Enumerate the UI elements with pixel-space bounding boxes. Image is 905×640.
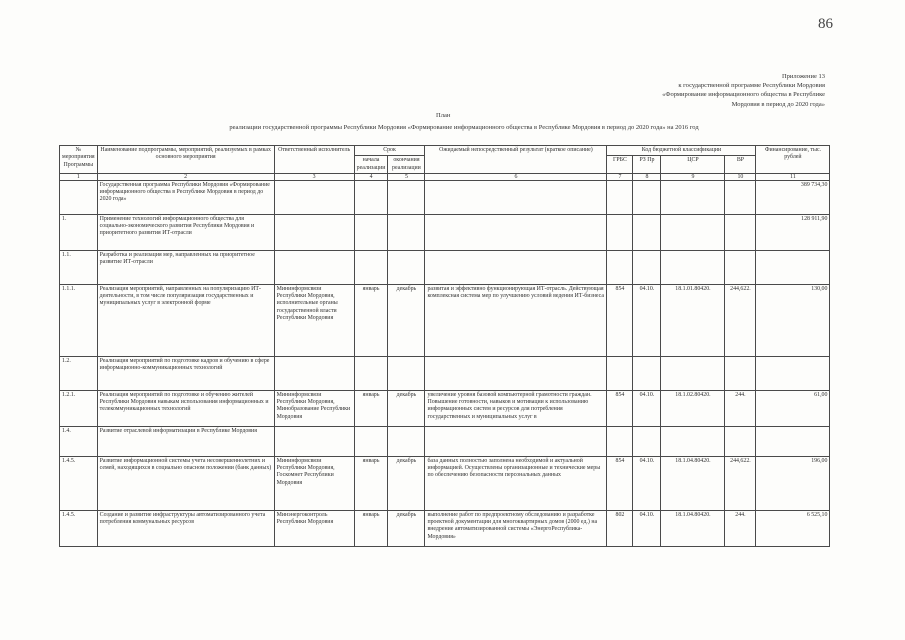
cell-grbs	[607, 180, 633, 214]
plan-title: реализации государственной программы Республики Мордовия «Формирование информационного общества в Республике Мордовия в период до 2020 года» на 2016 год	[229, 124, 699, 131]
cell-rz	[633, 356, 661, 390]
cell-executor: Мининформсвязи Республики Мордовия, Госкомнет Республики Мордовия	[274, 456, 354, 510]
cell-vr: 244,622.	[725, 456, 756, 510]
header-csr: ЦСР	[661, 156, 725, 174]
cell-executor	[274, 356, 354, 390]
plan-heading: План	[436, 112, 451, 119]
cell-vr	[725, 180, 756, 214]
cell-result	[425, 250, 607, 284]
cell-financing: 389 734,30	[756, 180, 830, 214]
table-row	[60, 510, 830, 546]
cell-start: январь	[354, 456, 388, 510]
header-rz: РЗ Пр	[633, 156, 661, 174]
cell-name: Создание и развитие инфраструктуры автоматизированного учета потребления коммунальных ресурсов	[97, 510, 274, 546]
cell-vr: 244,622.	[725, 284, 756, 356]
cell-csr	[661, 180, 725, 214]
cell-num: 1.2.	[60, 356, 98, 390]
cell-num: 1.4.	[60, 426, 98, 456]
cell-start: январь	[354, 284, 388, 356]
table-row	[60, 356, 830, 390]
column-number: 11	[756, 173, 830, 180]
cell-name: Реализация мероприятий по подготовке и обучению жителей Республики Мордовия навыкам использования информационных и телекоммуникационных технологий	[97, 390, 274, 426]
table-row	[60, 284, 830, 356]
column-number: 3	[274, 173, 354, 180]
cell-financing	[756, 250, 830, 284]
header-result: Ожидаемый непосредственный результат (краткое описание)	[425, 146, 607, 174]
column-number: 2	[97, 173, 274, 180]
cell-rz	[633, 250, 661, 284]
cell-csr: 18.1.04.80420.	[661, 456, 725, 510]
cell-result	[425, 180, 607, 214]
column-number: 7	[607, 173, 633, 180]
cell-result: увеличение уровня базовой компьютерной грамотности граждан. Повышение готовности, навыков и мотивации к использованию информационных систем и ресурсов для потребления государственных и муниципальных услуг в	[425, 390, 607, 426]
cell-grbs	[607, 426, 633, 456]
cell-rz	[633, 426, 661, 456]
cell-csr: 18.1.02.80420.	[661, 390, 725, 426]
cell-num: 1.1.1.	[60, 284, 98, 356]
cell-rz	[633, 214, 661, 250]
cell-num: 1.	[60, 214, 98, 250]
plan-table	[59, 145, 830, 547]
cell-vr	[725, 356, 756, 390]
cell-grbs: 854	[607, 456, 633, 510]
cell-rz	[633, 180, 661, 214]
cell-rz: 04.10.	[633, 284, 661, 356]
cell-start	[354, 180, 388, 214]
cell-end: декабрь	[388, 284, 425, 356]
column-number: 5	[388, 173, 425, 180]
cell-grbs	[607, 250, 633, 284]
appendix-line: Приложение 13	[781, 73, 825, 80]
appendix-block	[600, 72, 825, 109]
cell-csr	[661, 356, 725, 390]
cell-start: январь	[354, 390, 388, 426]
cell-result	[425, 214, 607, 250]
table-row	[60, 390, 830, 426]
cell-end	[388, 426, 425, 456]
cell-csr	[661, 426, 725, 456]
cell-executor: Мининформсвязи Республики Мордовия, Минобразование Республики Мордовия	[274, 390, 354, 426]
cell-grbs	[607, 214, 633, 250]
cell-name: Развитие информационной системы учета несовершеннолетних и семей, находящихся в социально опасном положении (банк данных)	[97, 456, 274, 510]
header-term: Срок	[354, 146, 425, 156]
appendix-line: «Формирование информационного общества в Республике	[662, 91, 825, 99]
cell-start	[354, 356, 388, 390]
header-executor: Ответственный исполнитель	[274, 146, 354, 174]
cell-executor	[274, 180, 354, 214]
cell-financing: 196,00	[756, 456, 830, 510]
cell-vr: 244.	[725, 510, 756, 546]
cell-financing	[756, 356, 830, 390]
cell-end: декабрь	[388, 456, 425, 510]
cell-name: Государственная программа Республики Мордовия «Формирование информационного общества в Республике Мордовия в период до 2020 года»	[97, 180, 274, 214]
header-financing: Финансирование, тыс. рублей	[756, 146, 830, 174]
column-number: 8	[633, 173, 661, 180]
cell-name: Разработка и реализация мер, направленных на приоритетное развитие ИТ-отрасли	[97, 250, 274, 284]
cell-executor	[274, 426, 354, 456]
cell-executor	[274, 250, 354, 284]
cell-financing	[756, 426, 830, 456]
cell-num: 1.2.1.	[60, 390, 98, 426]
cell-result	[425, 356, 607, 390]
cell-result: база данных полностью заполнена необходимой и актуальной информацией. Осуществлены организационные и технические меры по обеспечению безопасности персональных данных	[425, 456, 607, 510]
cell-end	[388, 356, 425, 390]
cell-num	[60, 180, 98, 214]
cell-result: развитая и эффективно функционирующая ИТ-отрасль. Действующая комплексная система мер по улучшению условий ведения ИТ-бизнеса	[425, 284, 607, 356]
cell-end	[388, 250, 425, 284]
cell-end	[388, 214, 425, 250]
cell-name: Реализация мероприятий, направленных на популяризацию ИТ-деятельности, в том числе популяризация государственных и муниципальных услуг в электронной форме	[97, 284, 274, 356]
cell-vr	[725, 426, 756, 456]
column-number: 10	[725, 173, 756, 180]
column-number: 4	[354, 173, 388, 180]
cell-grbs	[607, 356, 633, 390]
cell-num: 1.1.	[60, 250, 98, 284]
header-vr: ВР	[725, 156, 756, 174]
cell-vr	[725, 250, 756, 284]
cell-result	[425, 426, 607, 456]
header-grbs: ГРБС	[607, 156, 633, 174]
cell-rz: 04.10.	[633, 456, 661, 510]
cell-result: выполнение работ по предпроектному обследованию и разработке проектной документации для многоквартирных домов (2000 ед.) на внедрение автоматизированной системы «ЭнергоРеспублика-Мордовия»	[425, 510, 607, 546]
cell-executor: Минэнергоконтроль Республики Мордовия	[274, 510, 354, 546]
cell-end: декабрь	[388, 390, 425, 426]
header-name: Наименование подпрограммы, мероприятий, реализуемых в рамках основного мероприятия	[97, 146, 274, 174]
column-number: 9	[661, 173, 725, 180]
cell-grbs: 854	[607, 390, 633, 426]
column-number: 6	[425, 173, 607, 180]
header-num: № мероприятия Программы	[60, 146, 98, 174]
cell-financing: 6 525,10	[756, 510, 830, 546]
table-row	[60, 214, 830, 250]
cell-vr	[725, 214, 756, 250]
header-start: начала реализации	[354, 156, 388, 174]
cell-grbs: 802	[607, 510, 633, 546]
cell-rz: 04.10.	[633, 510, 661, 546]
appendix-line: к государственной программе Республики Мордовия	[678, 82, 825, 90]
header-kbk: Код бюджетной классификации	[607, 146, 756, 156]
cell-name: Реализация мероприятий по подготовке кадров и обучению в сфере информационно-коммуникационных технологий	[97, 356, 274, 390]
cell-name: Применение технологий информационного общества для социально-экономического развития Республики Мордовия и приоритетного развития ИТ-отрасли	[97, 214, 274, 250]
page-number: 86	[818, 16, 833, 32]
cell-csr: 18.1.04.80420.	[661, 510, 725, 546]
cell-financing: 61,00	[756, 390, 830, 426]
table-row	[60, 426, 830, 456]
cell-csr	[661, 250, 725, 284]
table-row	[60, 250, 830, 284]
cell-executor: Мининформсвязи Республики Мордовия, исполнительные органы государственной власти Республики Мордовия	[274, 284, 354, 356]
cell-csr	[661, 214, 725, 250]
cell-vr: 244.	[725, 390, 756, 426]
cell-rz: 04.10.	[633, 390, 661, 426]
cell-start: январь	[354, 510, 388, 546]
column-number: 1	[60, 173, 98, 180]
table-row	[60, 456, 830, 510]
cell-financing: 128 911,90	[756, 214, 830, 250]
column-number-row	[60, 173, 830, 180]
cell-start	[354, 250, 388, 284]
cell-num: 1.4.5.	[60, 456, 98, 510]
cell-grbs: 854	[607, 284, 633, 356]
table-row	[60, 180, 830, 214]
cell-end	[388, 180, 425, 214]
cell-num: 1.4.5.	[60, 510, 98, 546]
cell-start	[354, 214, 388, 250]
cell-csr: 18.1.01.80420.	[661, 284, 725, 356]
cell-end: декабрь	[388, 510, 425, 546]
appendix-line: Мордовия в период до 2020 года»	[731, 100, 825, 108]
cell-start	[354, 426, 388, 456]
cell-name: Развитие отраслевой информатизации в Республике Мордовия	[97, 426, 274, 456]
cell-executor	[274, 214, 354, 250]
header-end: окончания реализации	[388, 156, 425, 174]
cell-financing: 130,00	[756, 284, 830, 356]
